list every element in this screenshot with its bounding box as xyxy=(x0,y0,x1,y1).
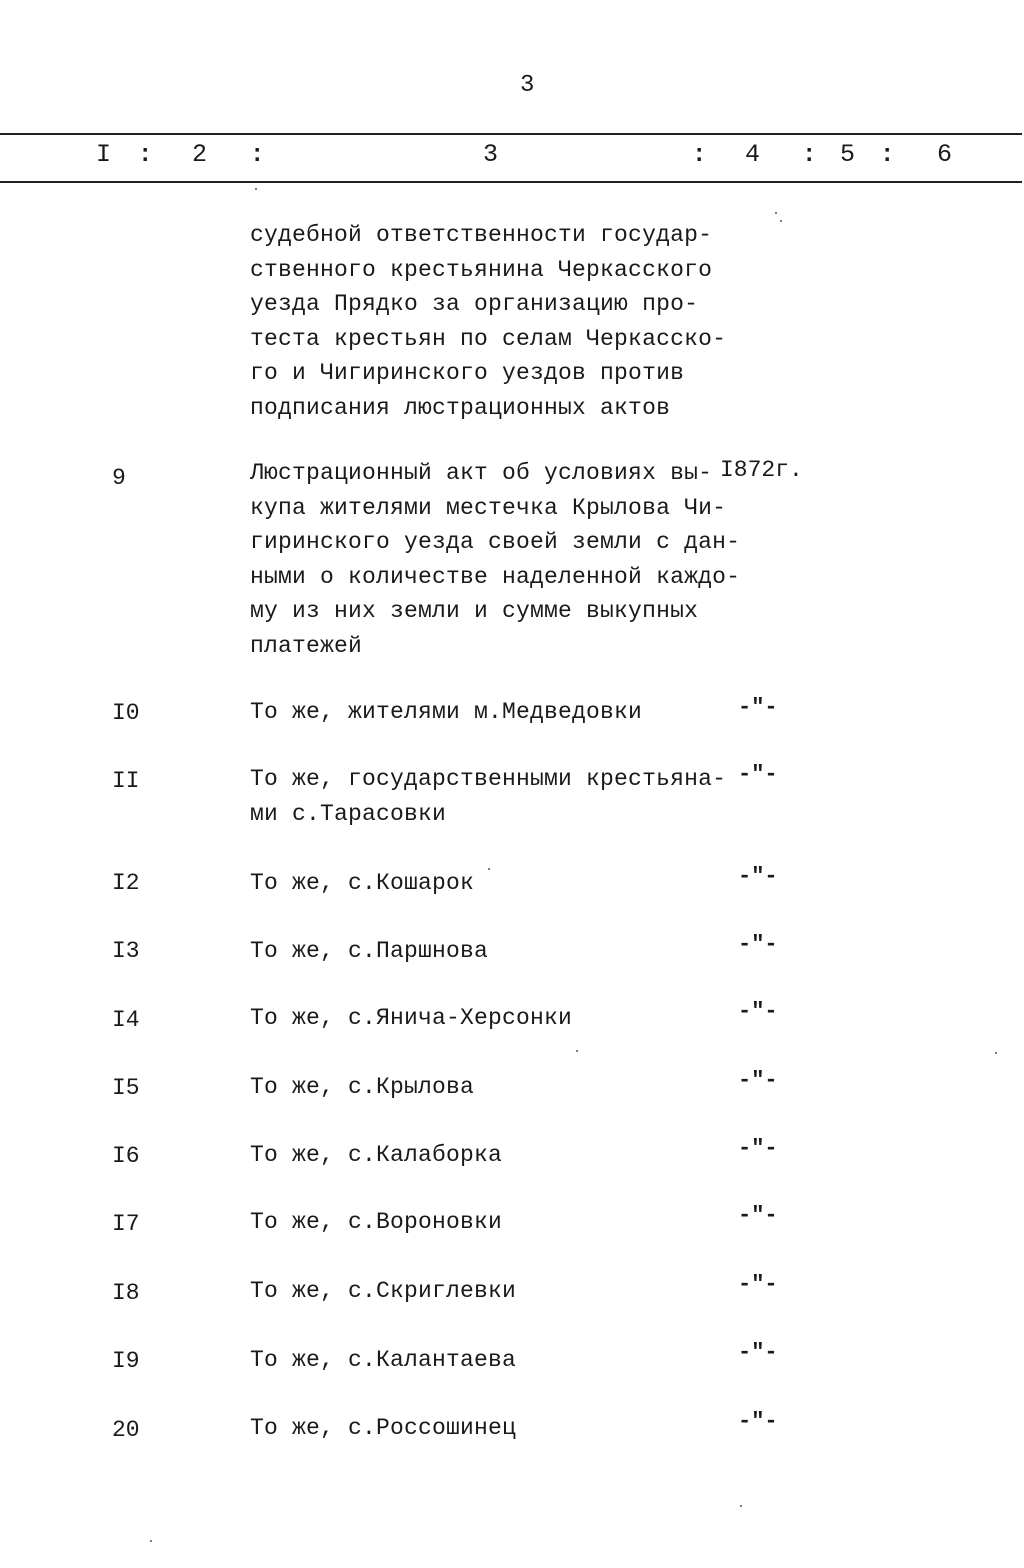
entry-number: 20 xyxy=(112,1417,140,1443)
page-number: 3 xyxy=(520,72,535,99)
entry-text xyxy=(250,934,488,969)
entry-date-ditto: -"- xyxy=(738,1203,778,1228)
entry-date-ditto: -"- xyxy=(738,1340,778,1365)
text-line: То же, с.Паршнова xyxy=(250,938,489,964)
text-line: ственного крестьянина Черкасского xyxy=(250,256,713,283)
entry-text xyxy=(250,1205,502,1240)
text-line: платежей xyxy=(250,632,363,659)
text-line: Люстрационный акт об условиях вы- xyxy=(250,460,713,486)
entry-text xyxy=(250,695,642,730)
entry-number: II xyxy=(112,768,140,794)
text-line: То же, с.Кошарок xyxy=(250,870,475,896)
entry-date-ditto: -"- xyxy=(738,999,778,1024)
header-col-6: 6 xyxy=(937,140,953,169)
entry-number: I3 xyxy=(112,938,140,964)
text-line: То же, с.Вороновки xyxy=(250,1209,503,1235)
entry-date-ditto: -"- xyxy=(738,932,778,957)
entry-text xyxy=(250,1274,516,1309)
header-col-5: 5 xyxy=(840,140,856,169)
text-line: То же, с.Скриглевки xyxy=(250,1278,517,1304)
entry-text xyxy=(250,1070,474,1105)
entry-number: I6 xyxy=(112,1143,140,1169)
entry-date-ditto: -"- xyxy=(738,1068,778,1093)
text-line: ми с.Тарасовки xyxy=(250,800,447,827)
text-line: То же, с.Калантаева xyxy=(250,1347,517,1373)
text-line: То же, с.Янича-Херсонки xyxy=(250,1005,573,1031)
text-line: му из них земли и сумме выкупных xyxy=(250,598,699,624)
header-separator: : xyxy=(138,142,153,169)
entry-date-ditto: -"- xyxy=(738,762,778,787)
text-line: То же, государственными крестьяна- xyxy=(250,766,727,792)
header-col-3: 3 xyxy=(483,140,499,169)
entry-date-ditto: -"- xyxy=(738,695,778,720)
entry-number: I0 xyxy=(112,700,140,726)
header-col-4: 4 xyxy=(745,140,761,169)
text-line: То же, с.Крылова xyxy=(250,1074,475,1100)
scan-speck xyxy=(576,1050,578,1052)
header-top-rule xyxy=(0,133,1022,135)
entry-text xyxy=(250,1343,516,1378)
entry-date-ditto: -"- xyxy=(738,864,778,889)
header-separator: : xyxy=(692,142,707,169)
entry-number: I5 xyxy=(112,1075,140,1101)
entry-number: I4 xyxy=(112,1007,140,1033)
text-line: То же, с.Россошинец xyxy=(250,1415,517,1441)
header-bottom-rule xyxy=(0,181,1022,183)
text-line: То же, жителями м.Медведовки xyxy=(250,699,643,725)
text-line: го и Чигиринского уездов против xyxy=(250,360,685,386)
text-line: купа жителями местечка Крылова Чи- xyxy=(250,494,727,521)
text-line: уезда Прядко за организацию про- xyxy=(250,291,699,317)
entry-text xyxy=(250,1001,572,1036)
entry-date-ditto: -"- xyxy=(738,1136,778,1161)
entry-text xyxy=(250,866,474,901)
entry-number: I8 xyxy=(112,1280,140,1306)
scan-speck xyxy=(775,212,777,214)
header-col-2: 2 xyxy=(192,140,208,169)
entry-text xyxy=(250,1138,502,1173)
text-line: подписания люстрационных актов xyxy=(250,394,671,421)
text-line: теста крестьян по селам Черкасско- xyxy=(250,325,727,352)
entry-text xyxy=(250,456,740,663)
entry-number: 9 xyxy=(112,465,126,491)
scan-speck xyxy=(780,220,782,222)
text-line: гиринского уезда своей земли с дан- xyxy=(250,529,741,555)
entry-date-ditto: -"- xyxy=(738,1272,778,1297)
scan-speck xyxy=(740,1505,742,1507)
continuation-text xyxy=(250,218,726,425)
entry-number: I9 xyxy=(112,1348,140,1374)
entry-text xyxy=(250,762,726,831)
text-line: То же, с.Калаборка xyxy=(250,1142,503,1168)
scan-speck xyxy=(488,868,490,870)
scan-speck xyxy=(255,188,257,190)
header-separator: : xyxy=(880,142,895,169)
header-separator: : xyxy=(802,142,817,169)
scan-speck xyxy=(995,1052,997,1054)
text-line: ными о количестве наделенной каждо- xyxy=(250,563,741,590)
header-separator: : xyxy=(250,142,265,169)
entry-date-ditto: -"- xyxy=(738,1409,778,1434)
scan-speck xyxy=(150,1540,152,1542)
entry-text xyxy=(250,1411,516,1446)
header-col-1: I xyxy=(96,140,112,169)
text-line: судебной ответственности государ- xyxy=(250,222,713,248)
entry-number: I2 xyxy=(112,870,140,896)
entry-date: I872г. xyxy=(720,457,803,483)
entry-number: I7 xyxy=(112,1211,140,1237)
